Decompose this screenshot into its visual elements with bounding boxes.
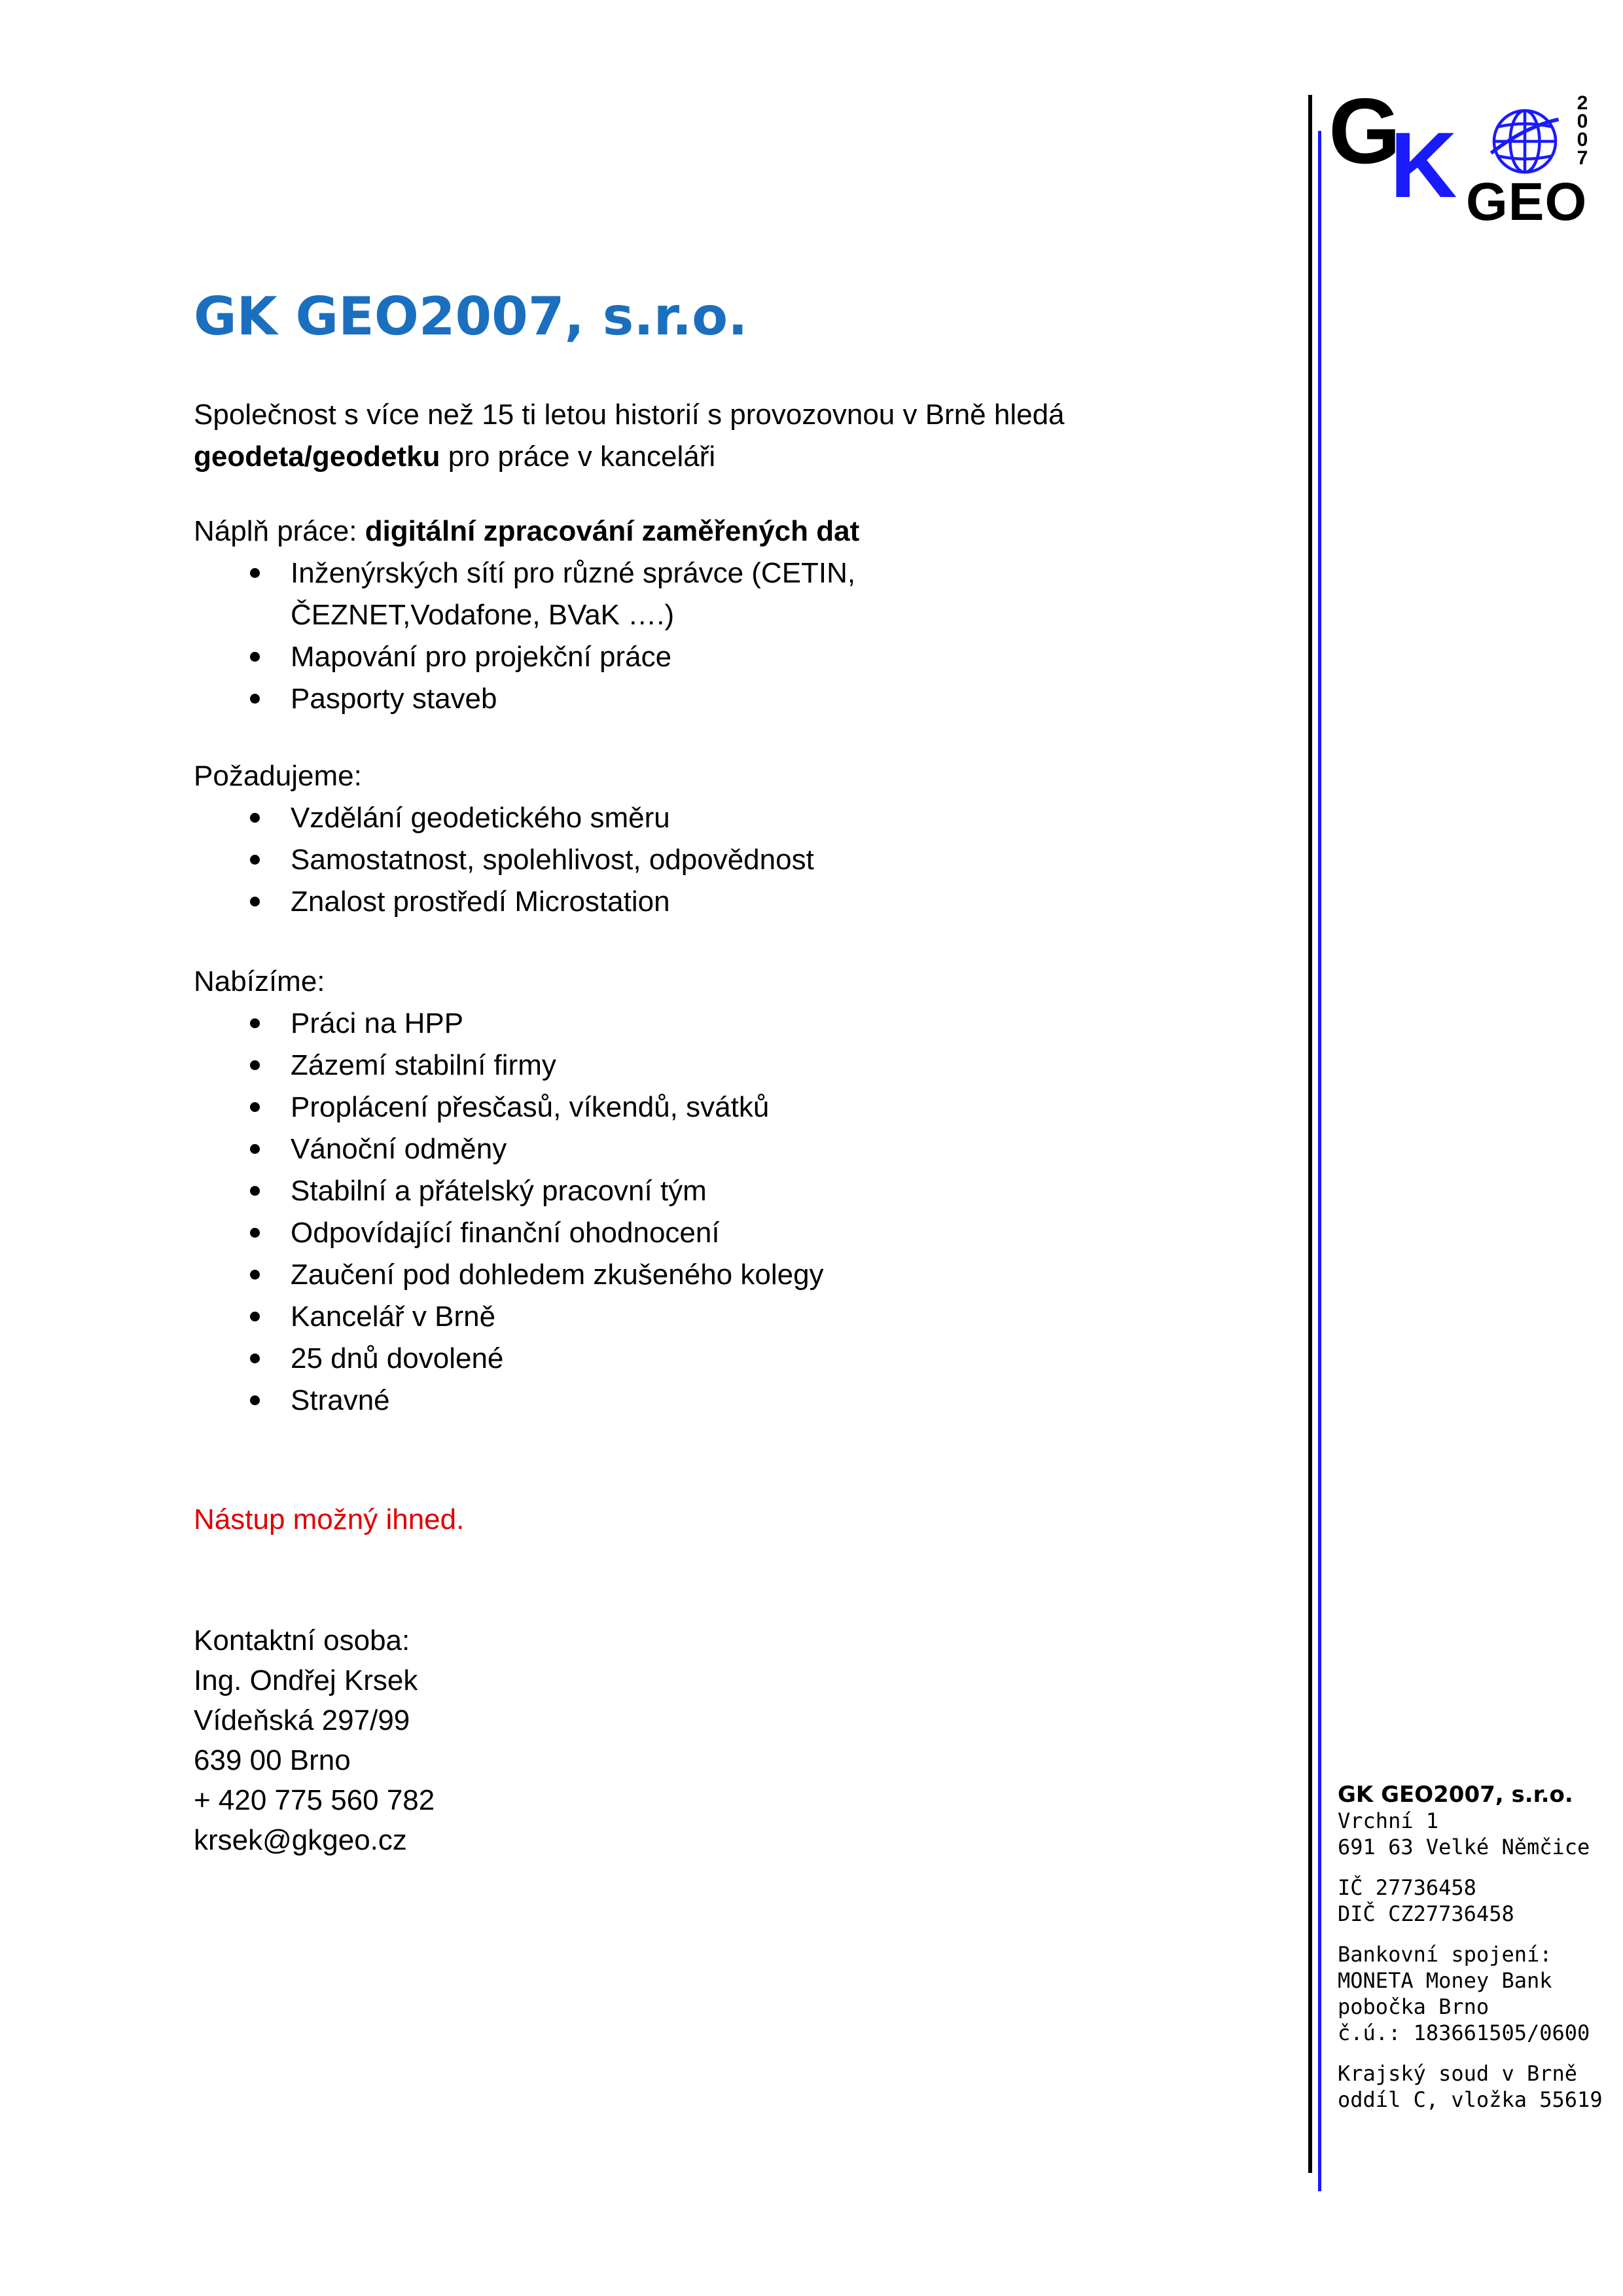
list-item-text: 25 dnů dovolené (291, 1342, 504, 1374)
bullet-icon (250, 1018, 260, 1028)
list-item-text: Zázemí stabilní firmy (291, 1049, 556, 1081)
bullet-icon (250, 1228, 260, 1238)
list-item (194, 1128, 1207, 1170)
list-item (194, 839, 1207, 881)
globe-icon (1488, 105, 1561, 178)
bullet-icon (250, 1186, 260, 1196)
list-item-text: Zaučení pod dohledem zkušeného kolegy (291, 1259, 824, 1291)
vertical-rule-blue (1318, 131, 1321, 2191)
logo-word-geo: GEO (1466, 172, 1588, 232)
offer-list (194, 1003, 1207, 1422)
list-item (194, 1296, 1207, 1338)
list-item (194, 1045, 1207, 1086)
requirements-list (194, 797, 1207, 923)
company-footer (1338, 1782, 1613, 2127)
list-item-text: Znalost prostředí Microstation (291, 886, 670, 918)
footer-address-line: 691 63 Velké Němčice (1338, 1835, 1590, 1859)
list-item (194, 552, 1207, 636)
list-item-text: Odpovídající finanční ohodnocení (291, 1217, 720, 1249)
intro-line: Společnost s více než 15 ti letou historií s provozovnou v Brně hledá (194, 399, 1065, 431)
contact-city: 639 00 Brno (194, 1744, 351, 1776)
work-heading (194, 511, 1207, 552)
footer-address-line: Vrchní 1 (1338, 1808, 1439, 1833)
start-note: Nástup možný ihned. (194, 1503, 465, 1535)
bullet-icon (250, 1354, 260, 1363)
list-item (194, 1170, 1207, 1212)
position-title: geodeta/geodetku (194, 440, 440, 473)
section-requirements (194, 755, 1207, 923)
footer-dic: DIČ CZ27736458 (1338, 1901, 1514, 1926)
company-logo (1329, 79, 1603, 232)
work-list (194, 552, 1207, 720)
requirements-heading: Požadujeme: (194, 760, 362, 792)
footer-court-line: Krajský soud v Brně (1338, 2061, 1578, 2086)
list-item-text: Pasporty staveb (291, 683, 497, 715)
logo-letter-g: G (1329, 79, 1401, 183)
work-label-bold: digitální zpracování zaměřených dat (365, 515, 860, 547)
bullet-icon (250, 694, 260, 704)
list-item-text: Stabilní a přátelský pracovní tým (291, 1175, 707, 1207)
list-item (194, 1338, 1207, 1380)
work-label: Náplň práce: (194, 515, 365, 547)
offer-heading: Nabízíme: (194, 965, 325, 997)
intro-position-line (194, 436, 1143, 478)
list-item-text: Práci na HPP (291, 1007, 464, 1039)
section-offer (194, 961, 1207, 1422)
list-item-text: Samostatnost, spolehlivost, odpovědnost (291, 844, 814, 876)
list-item (194, 678, 1207, 720)
bullet-icon (250, 1144, 260, 1154)
footer-address-group (1338, 1782, 1613, 1860)
list-item (194, 1003, 1207, 1045)
footer-bank-group (1338, 1941, 1613, 2046)
logo-letter-k: K (1390, 113, 1457, 217)
list-item-text: Stravné (291, 1384, 390, 1416)
footer-bank-name: MONETA Money Bank (1338, 1968, 1552, 1993)
list-item-text: Inženýrských sítí pro různé správce (CETIN, ČEZNET,Vodafone, BVaK ….) (291, 557, 856, 631)
bullet-icon (250, 1060, 260, 1070)
footer-court-group (1338, 2060, 1613, 2113)
list-item (194, 1086, 1207, 1128)
list-item (194, 636, 1207, 678)
footer-court-line: oddíl C, vložka 55619 (1338, 2087, 1603, 2112)
contact-label: Kontaktní osoba: (194, 1624, 410, 1657)
list-item (194, 1380, 1207, 1422)
intro-paragraph (194, 394, 1143, 478)
bullet-icon (250, 568, 260, 578)
bullet-icon (250, 1395, 260, 1405)
logo-year: 2007 (1577, 92, 1588, 169)
footer-bank-branch: pobočka Brno (1338, 1994, 1489, 2019)
contact-street: Vídeňská 297/99 (194, 1704, 410, 1736)
bullet-icon (250, 1102, 260, 1112)
footer-id-group (1338, 1874, 1613, 1927)
list-item-text: Vzdělání geodetického směru (291, 802, 670, 834)
section-work (194, 511, 1207, 720)
contact-phone[interactable]: + 420 775 560 782 (194, 1784, 435, 1816)
footer-ic: IČ 27736458 (1338, 1875, 1476, 1900)
contact-email[interactable]: krsek@gkgeo.cz (194, 1824, 407, 1856)
contact-block (194, 1621, 435, 1860)
contact-name: Ing. Ondřej Krsek (194, 1664, 418, 1696)
vertical-rule-black (1308, 95, 1312, 2173)
bullet-icon (250, 855, 260, 865)
list-item (194, 1212, 1207, 1254)
list-item (194, 881, 1207, 923)
list-item-text: Vánoční odměny (291, 1133, 507, 1165)
document-title: GK GEO2007, s.r.o. (194, 286, 748, 347)
list-item-text: Proplácení přesčasů, víkendů, svátků (291, 1091, 770, 1123)
list-item-text: Mapování pro projekční práce (291, 641, 672, 673)
bullet-icon (250, 897, 260, 906)
footer-account: č.ú.: 183661505/0600 (1338, 2020, 1590, 2045)
list-item-text: Kancelář v Brně (291, 1300, 496, 1333)
bullet-icon (250, 1270, 260, 1280)
footer-company-name: GK GEO2007, s.r.o. (1338, 1782, 1573, 1808)
bullet-icon (250, 1312, 260, 1321)
bullet-icon (250, 652, 260, 662)
footer-bank-label: Bankovní spojení: (1338, 1942, 1552, 1967)
position-rest: pro práce v kanceláři (440, 440, 716, 473)
list-item (194, 1254, 1207, 1296)
bullet-icon (250, 813, 260, 823)
list-item (194, 797, 1207, 839)
